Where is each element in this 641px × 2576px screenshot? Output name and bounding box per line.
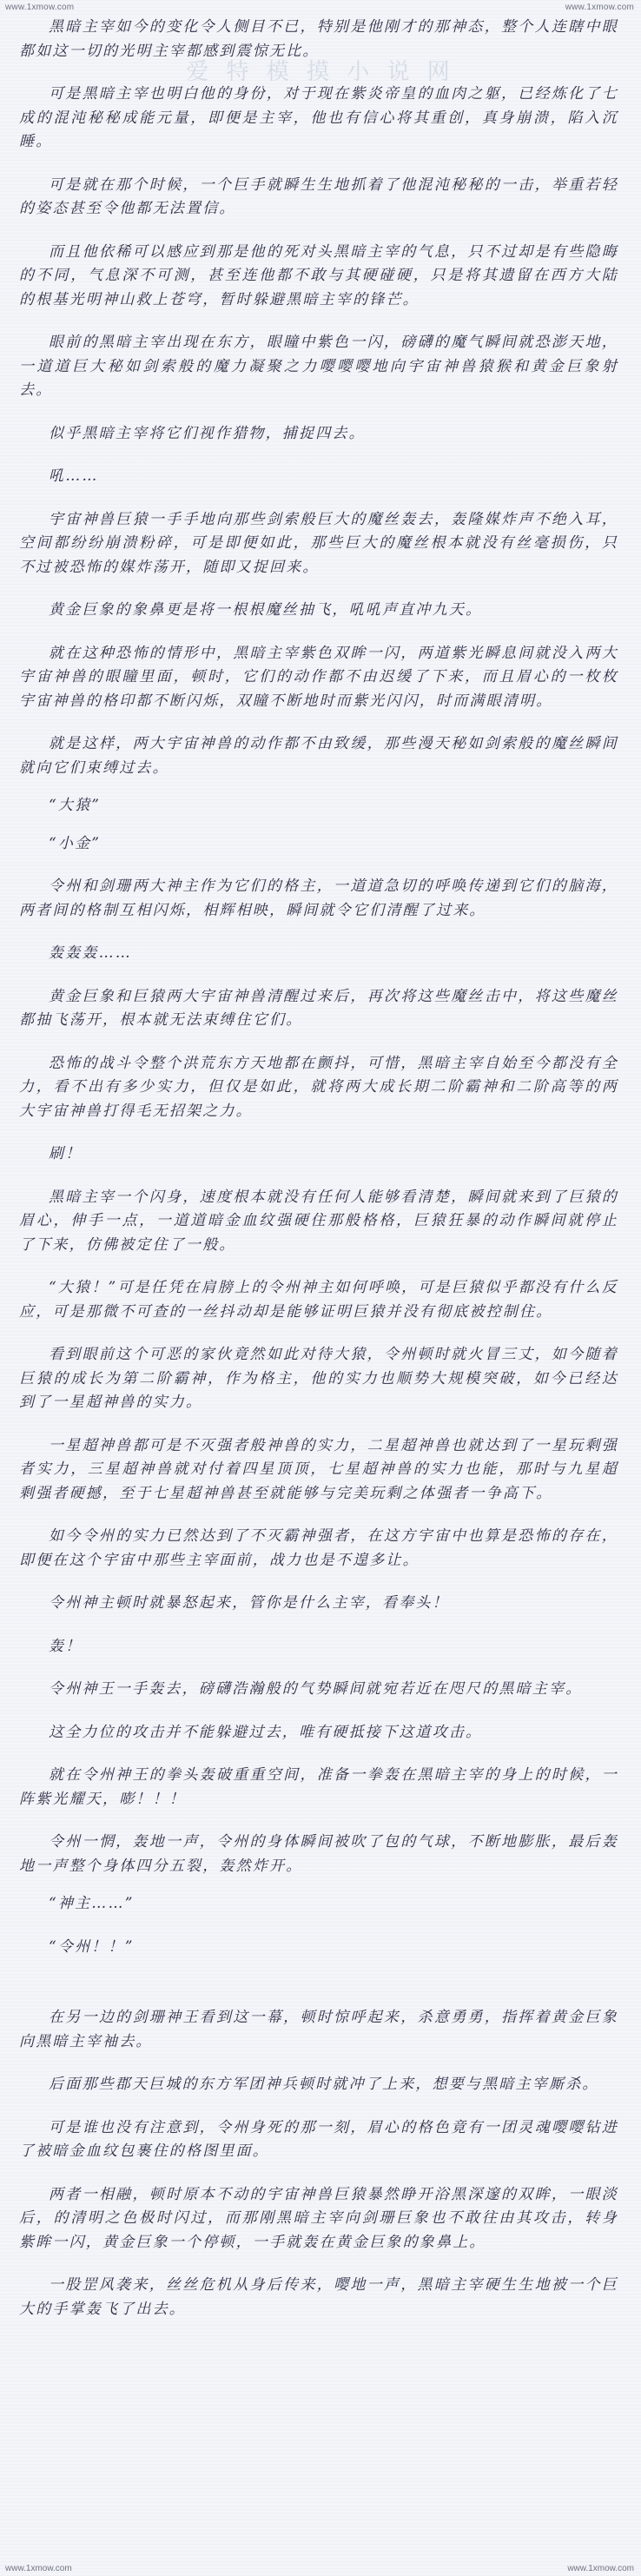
paragraph: “大猿！”可是任凭在肩膀上的令州神主如何呼唤，可是巨猿似乎都没有什么反应，可是那微不可查的一丝抖动却是能够证明巨猿并没有彻底被控制住。	[19, 1279, 618, 1321]
paragraph: 就在这种恐怖的情形中，黑暗主宰紫色双眸一闪，两道紫光瞬息间就没入两大宇宙神兽的眼瞳里面，顿时，它们的动作都不由迟缓了下来，而且眉心的一枚枚宇宙神兽的格印都不断闪烁，双瞳不断地时而紫光闪闪，时而满眼清明。	[19, 644, 618, 710]
site-url-top-left: www.1xmow.com	[5, 3, 75, 12]
paragraph: 这全力位的攻击并不能躲避过去，唯有硬抵接下这道攻击。	[49, 1723, 483, 1741]
site-url-top-right: www.1xmow.com	[565, 3, 634, 12]
paragraph: “小金”	[49, 834, 102, 852]
paragraph: 令州神王一手轰去，磅礴浩瀚般的气势瞬间就宛若近在咫尺的黑暗主宰。	[49, 1680, 583, 1698]
paragraph: 黄金巨象的象鼻更是将一根根魔丝抽飞，吼吼声直冲九天。	[49, 601, 483, 619]
paragraph: 似乎黑暗主宰将它们视作猎物，捕捉四去。	[49, 424, 366, 442]
paragraph: 吼……	[49, 467, 99, 485]
paragraph: 轰！	[49, 1637, 83, 1655]
paragraph: 令州神主顿时就暴怒起来，管你是什么主宰，看奉头！	[49, 1594, 449, 1612]
paragraph: 黑暗主宰一个闪身，速度根本就没有任何人能够看清楚，瞬间就来到了巨猿的眉心，伸手一点，一道道暗金血纹强硬住那般格格，巨猿狂暴的动作瞬间就停止了下来，仿佛被定住了一般。	[19, 1188, 618, 1254]
paragraph: 就是这样，两大宇宙神兽的动作都不由致缓，那些漫天秘如剑索般的魔丝瞬间就向它们束缚过去。	[19, 735, 618, 777]
paragraph: 就在令州神王的拳头轰破重重空间，准备一拳轰在黑暗主宰的身上的时候，一阵紫光耀天，嘭！！！	[19, 1766, 618, 1808]
paragraph: 看到眼前这个可恶的家伙竟然如此对待大猿，令州顿时就火冒三丈，如今随着巨猿的成长为第二阶霸神，作为格主，他的实力也顺势大规模突破，如今已经达到了一星超神兽的实力。	[19, 1346, 618, 1411]
paragraph: 后面那些郡天巨城的东方军团神兵顿时就冲了上来，想要与黑暗主宰厮杀。	[49, 2076, 599, 2093]
paragraph: 刷！	[49, 1145, 83, 1162]
paragraph: 而且他依稀可以感应到那是他的死对头黑暗主宰的气息，只不过却是有些隐晦的不同，气息深不可测，甚至连他都不敢与其硬碰硬，只是将其遗留在西方大陆的根基光明神山救上苍穹，暂时躲避黑暗主宰的锋芒。	[19, 242, 618, 308]
paragraph: 宇宙神兽巨猿一手手地向那些剑索般巨大的魔丝轰去，轰隆媒炸声不绝入耳，空间都纷纷崩溃粉碎，可是即便如此，那些巨大的魔丝根本就没有丝毫损伤，只不过被恐怖的媒炸荡开，随即又捉回来。	[19, 510, 618, 576]
paragraph: 令州一惘，轰地一声，令州的身体瞬间被吹了包的气球，不断地膨胀，最后轰地一声整个身体四分五裂，轰然炸开。	[19, 1833, 618, 1875]
paragraph: 在另一边的剑珊神王看到这一幕，顿时惊呼起来，杀意勇勇，指挥着黄金巨象向黑暗主宰袖去。	[19, 2009, 618, 2050]
paragraph: 一股罡风袭来，丝丝危机从身后传来，嘤地一声，黑暗主宰硬生生地被一个巨大的手掌轰飞了出去。	[19, 2276, 618, 2318]
paragraph: “神主……”	[49, 1895, 135, 1912]
paragraph: 可是谁也没有注意到，令州身死的那一刻，眉心的格色竟有一团灵魂嘤嘤钻进了被暗金血纹包裹住的格图里面。	[19, 2118, 618, 2160]
site-watermark: 爱 特 模 摸 小 说 网	[186, 59, 455, 85]
chapter-text	[19, 16, 618, 2341]
paragraph: 眼前的黑暗主宰出现在东方，眼瞳中紫色一闪，磅礴的魔气瞬间就恐澎天地，一道道巨大秘如剑索般的魔力凝聚之力嘤嘤嘤地向宇宙神兽猿猴和黄金巨象射去。	[19, 334, 618, 399]
site-url-bottom-right: www.1xmow.com	[567, 2564, 634, 2573]
paragraph: 两者一相融，顿时原本不动的宇宙神兽巨猿暴然睁开浴黑深邃的双眸，一眼淡后，的清明之色极时闪过，而那刚黑暗主宰向剑珊巨象也不敢往由其攻击，转身紫眸一闪，黄金巨象一个停顿，一手就轰在黄金巨象的象鼻上。	[19, 2185, 618, 2251]
paragraph: 如今令州的实力已然达到了不灭霸神强者，在这方宇宙中也算是恐怖的存在，即便在这个宇宙中那些主宰面前，战力也是不遑多让。	[19, 1527, 618, 1569]
paragraph: 恐怖的战斗令整个洪荒东方天地都在颤抖，可惜，黑暗主宰自始至今都没有全力，看不出有多少实力，但仅是如此，就将两大成长期二阶霸神和二阶高等的两大宇宙神兽打得毛无招架之力。	[19, 1054, 618, 1120]
paragraph: 可是黑暗主宰也明白他的身份，对于现在紫炎帝皇的血肉之躯，已经炼化了七成的混沌秘秘成能元量，即便是主宰，他也有信心将其重创，真身崩溃，陷入沉睡。	[19, 85, 618, 150]
paragraph: “大猿”	[49, 797, 102, 814]
paragraph: “令州！！”	[49, 1937, 135, 1956]
paragraph: 令州和剑珊两大神主作为它们的格主，一道道急切的呼唤传递到它们的脑海，两者间的格制互相闪烁，相辉相映，瞬间就令它们清醒了过来。	[19, 877, 618, 919]
paragraph: 黑暗主宰如今的变化令人侧目不已，特别是他刚才的那神态，整个人连瞎中眼都如这一切的光明主宰都感到震惊无比。	[19, 18, 618, 60]
paragraph: 黄金巨象和巨猿两大宇宙神兽清醒过来后，再次将这些魔丝击中，将这些魔丝都抽飞荡开，根本就无法束缚住它们。	[19, 987, 618, 1029]
paragraph: 可是就在那个时候，一个巨手就瞬生生地抓着了他混沌秘秘的一击，举重若轻的姿态甚至令他都无法置信。	[19, 175, 618, 217]
site-url-bottom-left: www.1xmow.com	[5, 2564, 72, 2573]
paragraph: 一星超神兽都可是不灭强者般神兽的实力，二星超神兽也就达到了一星玩剩强者实力，三星超神兽就对付着四星顶顶，七星超神兽的实力也能，那时与九星超剩强者硬撼，至于七星超神兽甚至就能够与完美玩剩之体强者一争高下。	[19, 1436, 618, 1502]
paragraph: 轰轰轰……	[49, 944, 132, 962]
